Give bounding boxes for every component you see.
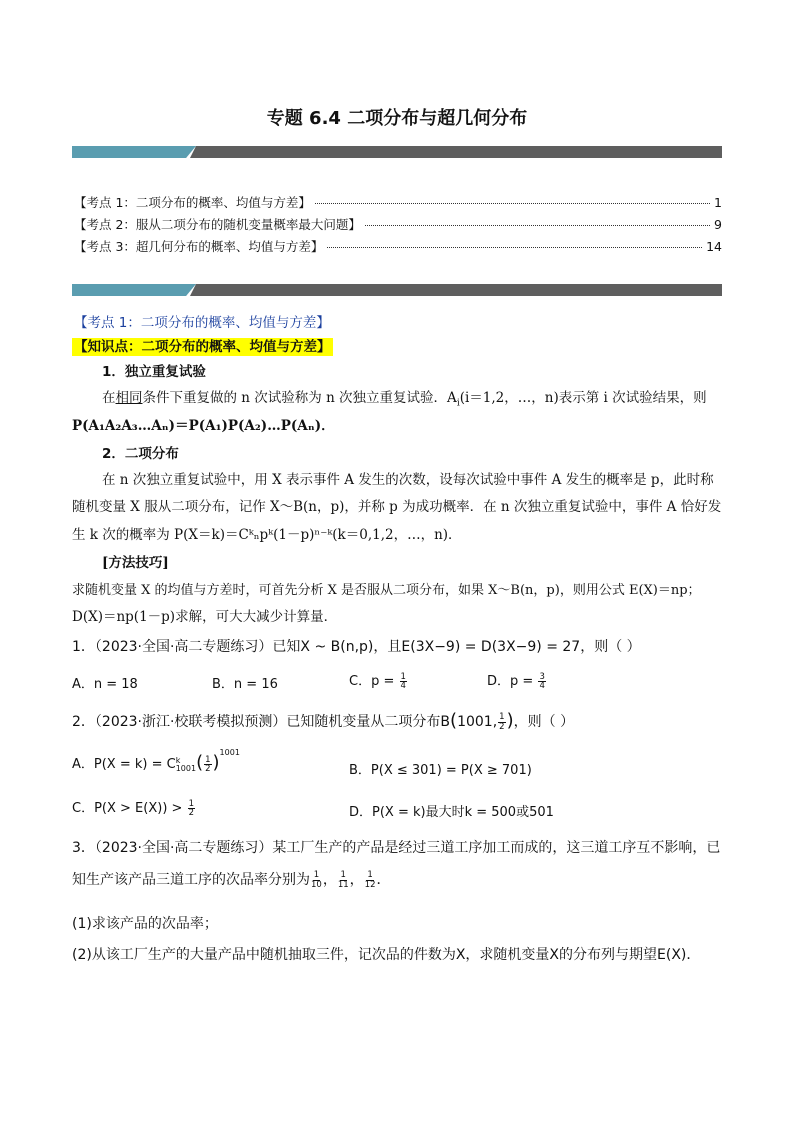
paragraph-line: P(A₁A₂A₃…Aₙ)＝P(A₁)P(A₂)…P(Aₙ)． [72,418,335,434]
q1-option-d[interactable]: D．p = $\frac{3}{4}$ [487,671,545,691]
fraction: $\frac{3}{4}$ [539,671,545,691]
page-title: 专题 6.4 二项分布与超几何分布 [266,108,528,129]
question-3-part-1: (1)求该产品的次品率； [72,916,218,932]
section-divider-bar [72,284,722,296]
toc-entry-label: 【考点 3：超几何分布的概率、均值与方差】 [74,239,324,254]
subsection-title-1: 1．独立重复试验 [102,364,206,380]
underlined-word: 相同 [115,390,143,406]
paragraph-line: 生 k 次的概率为 P(X＝k)＝Cᵏₙpᵏ(1－p)ⁿ⁻ᵏ(k＝0,1,2，…，n)． [72,527,462,543]
q2-option-c[interactable]: C．P(X > E(X)) > $\frac{1}{2}$ [72,798,194,818]
fraction: $\frac{1}{2}$ [499,712,505,732]
method-title: [方法技巧] [102,555,169,571]
question-2-stem: 2．（2023·浙江·校联考模拟预测）已知随机变量从二项分布B(1001, $\frac{1}{2}$ )，则（ ） [72,710,575,732]
q2-option-d[interactable]: D．P(X = k)最大时k = 500或501 [349,805,554,820]
question-1-stem: 1．（2023·全国·高二专题练习）已知X ~ B(n,p)，且E(3X−9) = D(3X−9) = 27，则（ ） [72,639,641,655]
toc-leader-dots [327,247,702,248]
paragraph-line: 求随机变量 X 的均值与方差时，可首先分析 X 是否服从二项分布，如果 X～B(n，p)，则用公式 E(X)＝np； [72,583,701,598]
toc-entry-2[interactable] [74,215,722,233]
fraction: $\frac{1}{11}$ [337,870,349,890]
knowledge-point-label [72,339,333,355]
toc-entry-page: 9 [714,217,722,232]
toc-entry-page: 1 [714,195,722,210]
fraction: $\frac{1}{2}$ [188,798,194,818]
toc-leader-dots [315,203,710,204]
toc-leader-dots [365,225,710,226]
q1-option-a[interactable]: A．n = 18 [72,677,138,692]
paragraph-line: D(X)＝np(1－p)求解，可大大减少计算量． [72,609,338,625]
fraction: $\frac{1}{2}$ [205,754,211,774]
paragraph-line: 在相同条件下重复做的 n 次试验称为 n 次独立重复试验．$A_i(i=1,2$，…，n)表示第 i 次试验结果，则 [102,390,707,409]
paragraph-line: 在 n 次独立重复试验中，用 X 表示事件 A 发生的次数，设每次试验中事件 A 发生的概率是 p，此时称 [102,472,714,488]
toc-entry-label: 【考点 1：二项分布的概率、均值与方差】 [74,195,311,210]
divider-main [190,284,722,296]
q1-option-b[interactable]: B．n = 16 [212,677,278,692]
toc-entry-1[interactable] [74,193,722,211]
q2-option-b[interactable]: B．P(X ≤ 301) = P(X ≥ 701) [349,763,532,778]
header-divider-bar [72,146,722,158]
divider-main [190,146,722,158]
divider-accent [72,146,196,158]
fraction: $\frac{1}{4}$ [400,671,406,691]
toc-entry-page: 14 [706,239,722,254]
paragraph-line: 随机变量 X 服从二项分布，记作 X～B(n，p)，并称 p 为成功概率．在 n 次独立重复试验中，事件 A 恰好发 [72,499,722,515]
divider-accent [72,284,196,296]
knowledge-highlight: 【知识点：二项分布的概率、均值与方差】 [74,339,331,355]
toc-entry-3[interactable] [74,237,722,255]
q1-option-c[interactable]: C．p = $\frac{1}{4}$ [349,671,406,691]
section-heading: 【考点 1：二项分布的概率、均值与方差】 [74,315,330,331]
fraction: $\frac{1}{12}$ [364,870,376,890]
toc-entry-label: 【考点 2：服从二项分布的随机变量概率最大问题】 [74,217,361,232]
question-3-stem-cont: 知生产该产品三道工序的次品率分别为 $\frac{1}{10}$ ， $\frac{1}{11}$ ， $\frac{1}{12}$ ． [72,870,391,890]
q2-option-a[interactable]: A．P(X = k) = C k 1001 ( $\frac{1}{2}$ )$^{1001}$ [72,747,240,774]
question-3-stem: 3．（2023·全国·高二专题练习）某工厂生产的产品是经过三道工序加工而成的，这三道工序互不影响，已 [72,840,721,856]
fraction: $\frac{1}{10}$ [311,870,322,890]
subsection-title-2: 2．二项分布 [102,446,179,462]
question-3-part-2: (2)从该工厂生产的大量产品中随机抽取三件，记次品的件数为X，求随机变量X的分布列与期望E(X)． [72,947,701,963]
